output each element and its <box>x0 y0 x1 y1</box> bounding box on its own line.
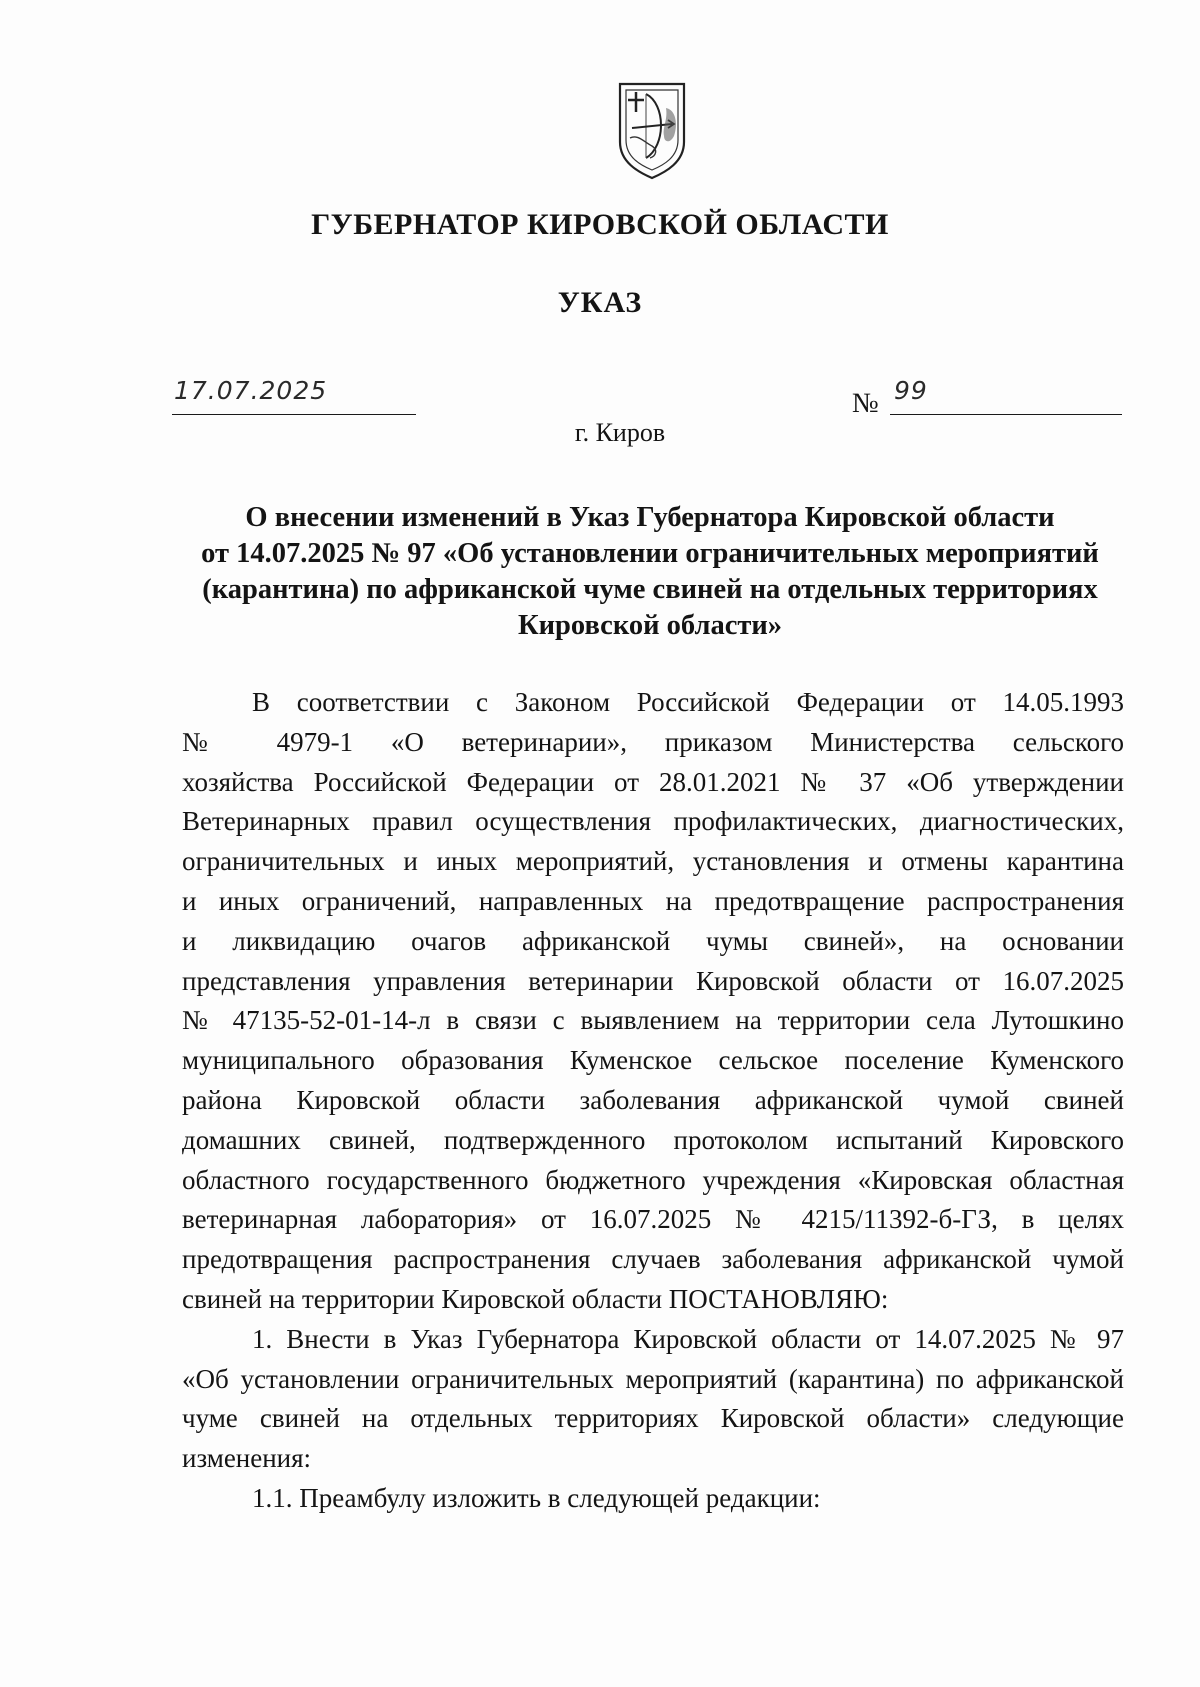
body-line: хозяйства Российской Федерации от 28.01.2021 № 37 «Об утверждении <box>182 766 1124 797</box>
body-line: свиней на территории Кировской области ПОСТАНОВЛЯЮ: <box>182 1283 889 1314</box>
body-line: муниципального образования Куменское сельское поселение Куменского <box>182 1045 1124 1076</box>
date-field <box>172 376 416 415</box>
body-line: и иных ограничений, направленных на предотвращение распространения <box>182 885 1124 916</box>
body-line: чуме свиней на отдельных территориях Кировской области» следующие <box>182 1403 1124 1434</box>
body-line: изменения: <box>182 1443 312 1474</box>
body-line: Ветеринарных правил осуществления профилактических, диагностических, <box>182 806 1124 837</box>
body-line: предотвращения распространения случаев заболевания африканской чумой <box>182 1244 1124 1275</box>
body-line: областного государственного бюджетного учреждения «Кировская областная <box>182 1164 1124 1195</box>
handwritten-date: 17.07.2025 <box>174 376 328 405</box>
body-line: ограничительных и иных мероприятий, установления и отмены карантина <box>182 846 1124 877</box>
body-line: «Об установлении ограничительных мероприятий (карантина) по африканской <box>182 1363 1124 1394</box>
body-line: 1. Внести в Указ Губернатора Кировской области от 14.07.2025 № 97 <box>252 1323 1124 1354</box>
body-line: № 4979-1 «О ветеринарии», приказом Министерства сельского <box>182 726 1124 757</box>
number-sign: № <box>852 388 879 419</box>
body-line: района Кировской области заболевания африканской чумой свиней <box>182 1084 1124 1115</box>
body-line: представления управления ветеринарии Кировской области от 16.07.2025 <box>182 965 1124 996</box>
city: г. Киров <box>574 418 666 447</box>
body-line: В соответствии с Законом Российской Федерации от 14.05.1993 <box>252 687 1124 717</box>
title-line: Кировской области» <box>517 610 783 641</box>
document-title <box>176 500 1124 644</box>
document-body <box>182 683 1124 1519</box>
body-line: 1.1. Преамбулу изложить в следующей редакции: <box>252 1482 821 1513</box>
title-line: О внесении изменений в Указ Губернатора Кировской области <box>245 502 1055 533</box>
title-line: (карантина) по африканской чуме свиней на отдельных территориях <box>202 574 1098 605</box>
body-line: ветеринарная лаборатория» от 16.07.2025 № 4215/11392-б-ГЗ, в целях <box>182 1204 1124 1235</box>
number-field <box>890 376 1122 415</box>
title-line: от 14.07.2025 № 97 «Об установлении ограничительных мероприятий <box>201 538 1099 569</box>
body-line: домашних свиней, подтвержденного протоколом испытаний Кировского <box>182 1124 1124 1155</box>
issuing-authority: ГУБЕРНАТОР КИРОВСКОЙ ОБЛАСТИ <box>311 208 889 241</box>
body-line: и ликвидацию очагов африканской чумы свиней», на основании <box>182 925 1124 956</box>
coat-of-arms-emblem <box>616 80 688 180</box>
document-type: УКАЗ <box>557 286 643 319</box>
body-line: № 47135-52-01-14-л в связи с выявлением на территории села Лутошкино <box>182 1005 1124 1036</box>
handwritten-number: 99 <box>894 376 928 405</box>
